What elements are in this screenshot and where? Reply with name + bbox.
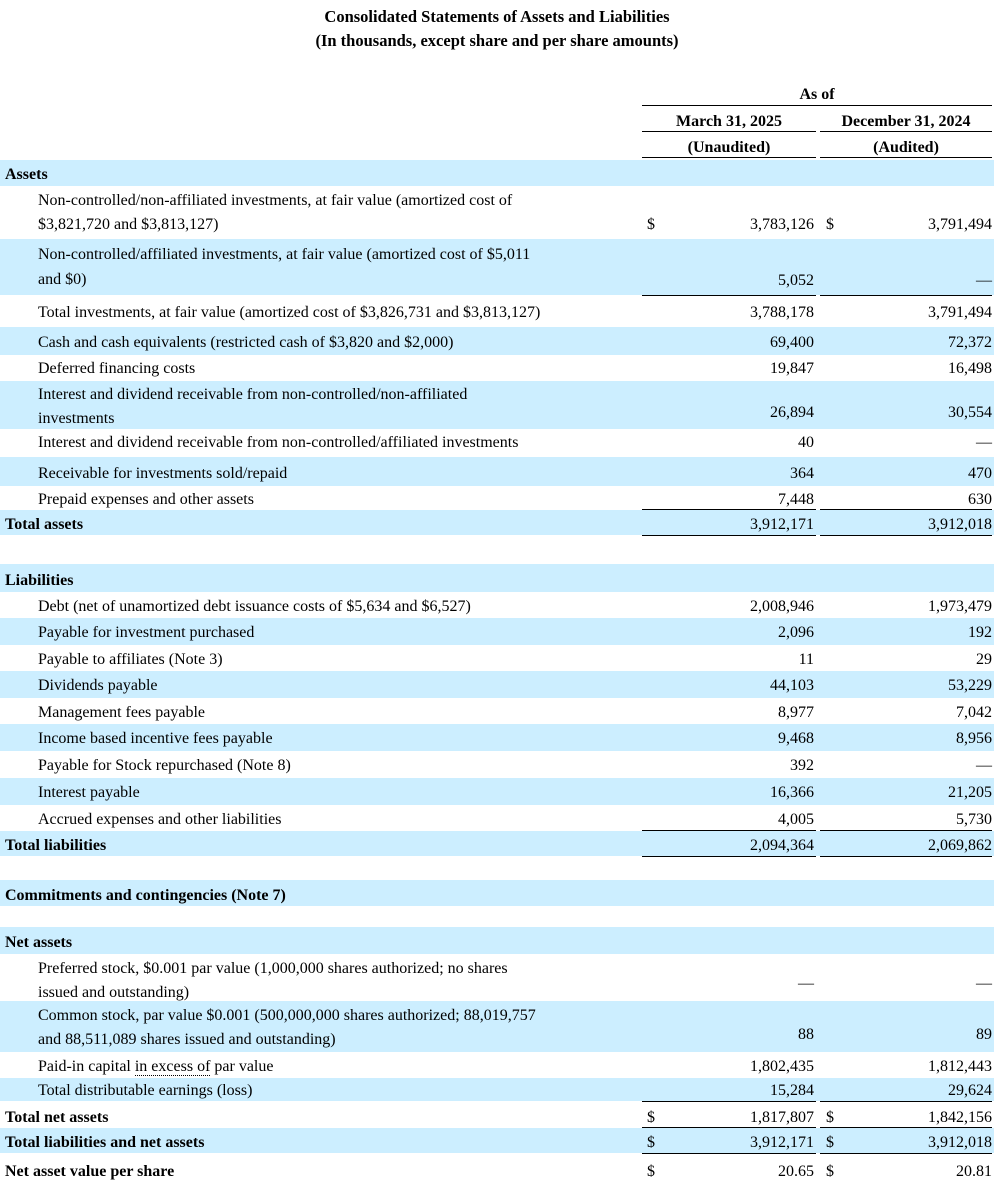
table-row — [0, 355, 994, 381]
value-dec-2024: — — [976, 272, 992, 289]
value-dec-2024: 3,912,018 — [928, 516, 992, 533]
value-dec-2024: 72,372 — [948, 334, 992, 351]
value-dec-2024: 5,730 — [956, 811, 992, 828]
value-dec-2024: 89 — [976, 1026, 992, 1043]
row-label: Total distributable earnings (loss) — [38, 1082, 253, 1099]
row-label — [38, 1055, 273, 1078]
col2-date-rule — [820, 131, 992, 132]
value-dec-2024: 630 — [968, 491, 992, 508]
table-row — [0, 671, 994, 698]
table-row — [0, 751, 994, 778]
value-mar-2025: 40 — [798, 434, 814, 451]
row-label: Payable for Stock repurchased (Note 8) — [38, 757, 291, 774]
value-mar-2025: 16,366 — [770, 784, 814, 801]
section-assets — [0, 160, 994, 186]
row-label: Deferred financing costs — [38, 360, 196, 377]
label-part: Paid-in capital — [38, 1058, 135, 1075]
value-dec-2024: — — [976, 975, 992, 992]
dollar-sign: $ — [826, 1134, 834, 1151]
table-row — [0, 510, 994, 535]
col2-date: December 31, 2024 — [841, 113, 971, 130]
section-label: Liabilities — [5, 572, 74, 589]
row-label: Interest and dividend receivable from non-controlled/non-affiliated — [38, 386, 468, 403]
value-mar-2025: 3,788,178 — [750, 304, 814, 321]
value-mar-2025: 7,448 — [778, 491, 814, 508]
table-row — [0, 698, 994, 724]
value-mar-2025: 88 — [798, 1026, 814, 1043]
value-mar-2025: 11 — [798, 651, 814, 668]
value-dec-2024: 21,205 — [948, 784, 992, 801]
total-rule — [820, 856, 992, 857]
dollar-sign: $ — [826, 1109, 834, 1126]
row-label: Management fees payable — [38, 704, 206, 721]
table-row — [0, 327, 994, 355]
statement-subtitle: (In thousands, except share and per share amounts) — [315, 31, 679, 50]
row-label: Accrued expenses and other liabilities — [38, 811, 282, 828]
row-label: Net asset value per share — [5, 1163, 175, 1180]
value-mar-2025: 3,912,171 — [750, 516, 814, 533]
table-row — [0, 1128, 994, 1153]
value-dec-2024: 1,812,443 — [928, 1058, 992, 1075]
as-of-rule — [642, 105, 992, 106]
value-dec-2024: 53,229 — [948, 677, 992, 694]
table-row — [0, 724, 994, 751]
value-mar-2025: 69,400 — [770, 334, 814, 351]
section-commitments — [0, 880, 994, 906]
value-dec-2024: 470 — [968, 465, 992, 482]
row-label: $3,821,720 and $3,813,127) — [38, 216, 219, 233]
row-label: investments — [38, 410, 115, 427]
table-row — [0, 1001, 994, 1052]
value-mar-2025: 1,802,435 — [750, 1058, 814, 1075]
col1-status-rule — [642, 157, 816, 158]
value-mar-2025: 4,005 — [778, 811, 814, 828]
value-mar-2025: 19,847 — [770, 360, 814, 377]
label-part: par value — [210, 1058, 274, 1075]
row-label: Non-controlled/non-affiliated investments, at fair value (amortized cost of — [38, 192, 513, 209]
dollar-sign: $ — [647, 1163, 655, 1180]
row-label: Total assets — [5, 516, 84, 533]
label-part-underlined: in excess of — [134, 1058, 211, 1075]
section-label: Net assets — [5, 934, 73, 951]
value-dec-2024: 1,973,479 — [928, 598, 992, 615]
table-row — [0, 592, 994, 618]
row-label: and $0) — [38, 271, 87, 288]
value-mar-2025: 1,817,807 — [750, 1109, 814, 1126]
row-label: and 88,511,089 shares issued and outstanding) — [38, 1031, 336, 1048]
table-row — [0, 618, 994, 645]
row-label: Dividends payable — [38, 677, 158, 694]
row-label: Debt (net of unamortized debt issuance costs of $5,634 and $6,527) — [38, 598, 471, 615]
dollar-sign: $ — [826, 216, 834, 233]
statement-title: Consolidated Statements of Assets and Liabilities — [324, 7, 670, 26]
value-mar-2025: 44,103 — [770, 677, 814, 694]
table-row — [0, 805, 994, 830]
row-label: Total liabilities and net assets — [5, 1134, 205, 1151]
section-net-assets — [0, 927, 994, 954]
row-label: Preferred stock, $0.001 par value (1,000,000 shares authorized; no shares — [38, 960, 508, 977]
table-row — [0, 1157, 994, 1185]
value-mar-2025: 8,977 — [778, 704, 814, 721]
value-dec-2024: 3,912,018 — [928, 1134, 992, 1151]
value-mar-2025: 3,912,171 — [750, 1134, 814, 1151]
row-label: Cash and cash equivalents (restricted cash of $3,820 and $2,000) — [38, 334, 454, 351]
as-of-header: As of — [799, 86, 835, 103]
row-label: Common stock, par value $0.001 (500,000,000 shares authorized; 88,019,757 — [38, 1007, 536, 1024]
col1-date-rule — [642, 131, 816, 132]
section-label: Commitments and contingencies (Note 7) — [5, 887, 286, 904]
value-dec-2024: 16,498 — [948, 360, 992, 377]
value-dec-2024: — — [976, 757, 992, 774]
table-row — [0, 457, 994, 486]
value-mar-2025: 364 — [790, 465, 814, 482]
value-dec-2024: 29,624 — [948, 1082, 992, 1099]
value-dec-2024: 29 — [976, 651, 992, 668]
table-row — [0, 239, 994, 295]
table-row — [0, 486, 994, 510]
dollar-sign: $ — [826, 1163, 834, 1180]
value-mar-2025: 20.65 — [778, 1163, 814, 1180]
value-dec-2024: 3,791,494 — [928, 304, 992, 321]
value-mar-2025: — — [798, 975, 814, 992]
table-row — [0, 1102, 994, 1127]
table-row — [0, 645, 994, 671]
dollar-sign: $ — [647, 1109, 655, 1126]
table-row — [0, 186, 994, 239]
value-mar-2025: 15,284 — [770, 1082, 814, 1099]
row-label: Non-controlled/affiliated investments, at fair value (amortized cost of $5,011 — [38, 246, 531, 263]
row-label: Receivable for investments sold/repaid — [38, 465, 288, 482]
table-row — [0, 831, 994, 856]
total-rule — [642, 1153, 816, 1154]
row-label: Interest and dividend receivable from non-controlled/affiliated investments — [38, 434, 519, 451]
value-mar-2025: 26,894 — [770, 404, 814, 421]
dollar-sign: $ — [647, 216, 655, 233]
row-label: Payable for investment purchased — [38, 624, 255, 641]
value-dec-2024: 3,791,494 — [928, 216, 992, 233]
row-label: issued and outstanding) — [38, 984, 190, 1001]
value-dec-2024: — — [976, 434, 992, 451]
row-label: Prepaid expenses and other assets — [38, 491, 254, 508]
total-rule — [642, 535, 816, 536]
table-row — [0, 1052, 994, 1078]
dollar-sign: $ — [647, 1134, 655, 1151]
table-row — [0, 296, 994, 327]
value-dec-2024: 7,042 — [956, 704, 992, 721]
section-liabilities — [0, 564, 994, 592]
value-dec-2024: 192 — [968, 624, 992, 641]
row-label: Interest payable — [38, 784, 140, 801]
value-mar-2025: 2,096 — [778, 624, 814, 641]
table-row — [0, 429, 994, 457]
section-label: Assets — [5, 166, 48, 183]
table-row — [0, 954, 994, 1001]
table-row — [0, 778, 994, 805]
value-mar-2025: 2,094,364 — [750, 837, 814, 854]
col1-date: March 31, 2025 — [676, 113, 782, 130]
value-dec-2024: 20.81 — [956, 1163, 992, 1180]
row-label: Total liabilities — [5, 837, 107, 854]
row-label: Total net assets — [5, 1109, 109, 1126]
table-row — [0, 381, 994, 429]
col1-status: (Unaudited) — [687, 139, 771, 156]
value-mar-2025: 5,052 — [778, 272, 814, 289]
total-rule — [820, 1153, 992, 1154]
col2-status: (Audited) — [873, 139, 939, 156]
value-dec-2024: 2,069,862 — [928, 837, 992, 854]
total-rule — [820, 535, 992, 536]
value-mar-2025: 3,783,126 — [750, 216, 814, 233]
col2-status-rule — [820, 157, 992, 158]
row-label: Income based incentive fees payable — [38, 730, 273, 747]
value-dec-2024: 1,842,156 — [928, 1109, 992, 1126]
row-label: Payable to affiliates (Note 3) — [38, 651, 223, 668]
value-dec-2024: 30,554 — [948, 404, 992, 421]
value-dec-2024: 8,956 — [956, 730, 992, 747]
table-row — [0, 1078, 994, 1101]
total-rule — [642, 856, 816, 857]
value-mar-2025: 9,468 — [778, 730, 814, 747]
value-mar-2025: 2,008,946 — [750, 598, 814, 615]
row-label: Total investments, at fair value (amortized cost of $3,826,731 and $3,813,127) — [38, 304, 541, 321]
value-mar-2025: 392 — [790, 757, 814, 774]
